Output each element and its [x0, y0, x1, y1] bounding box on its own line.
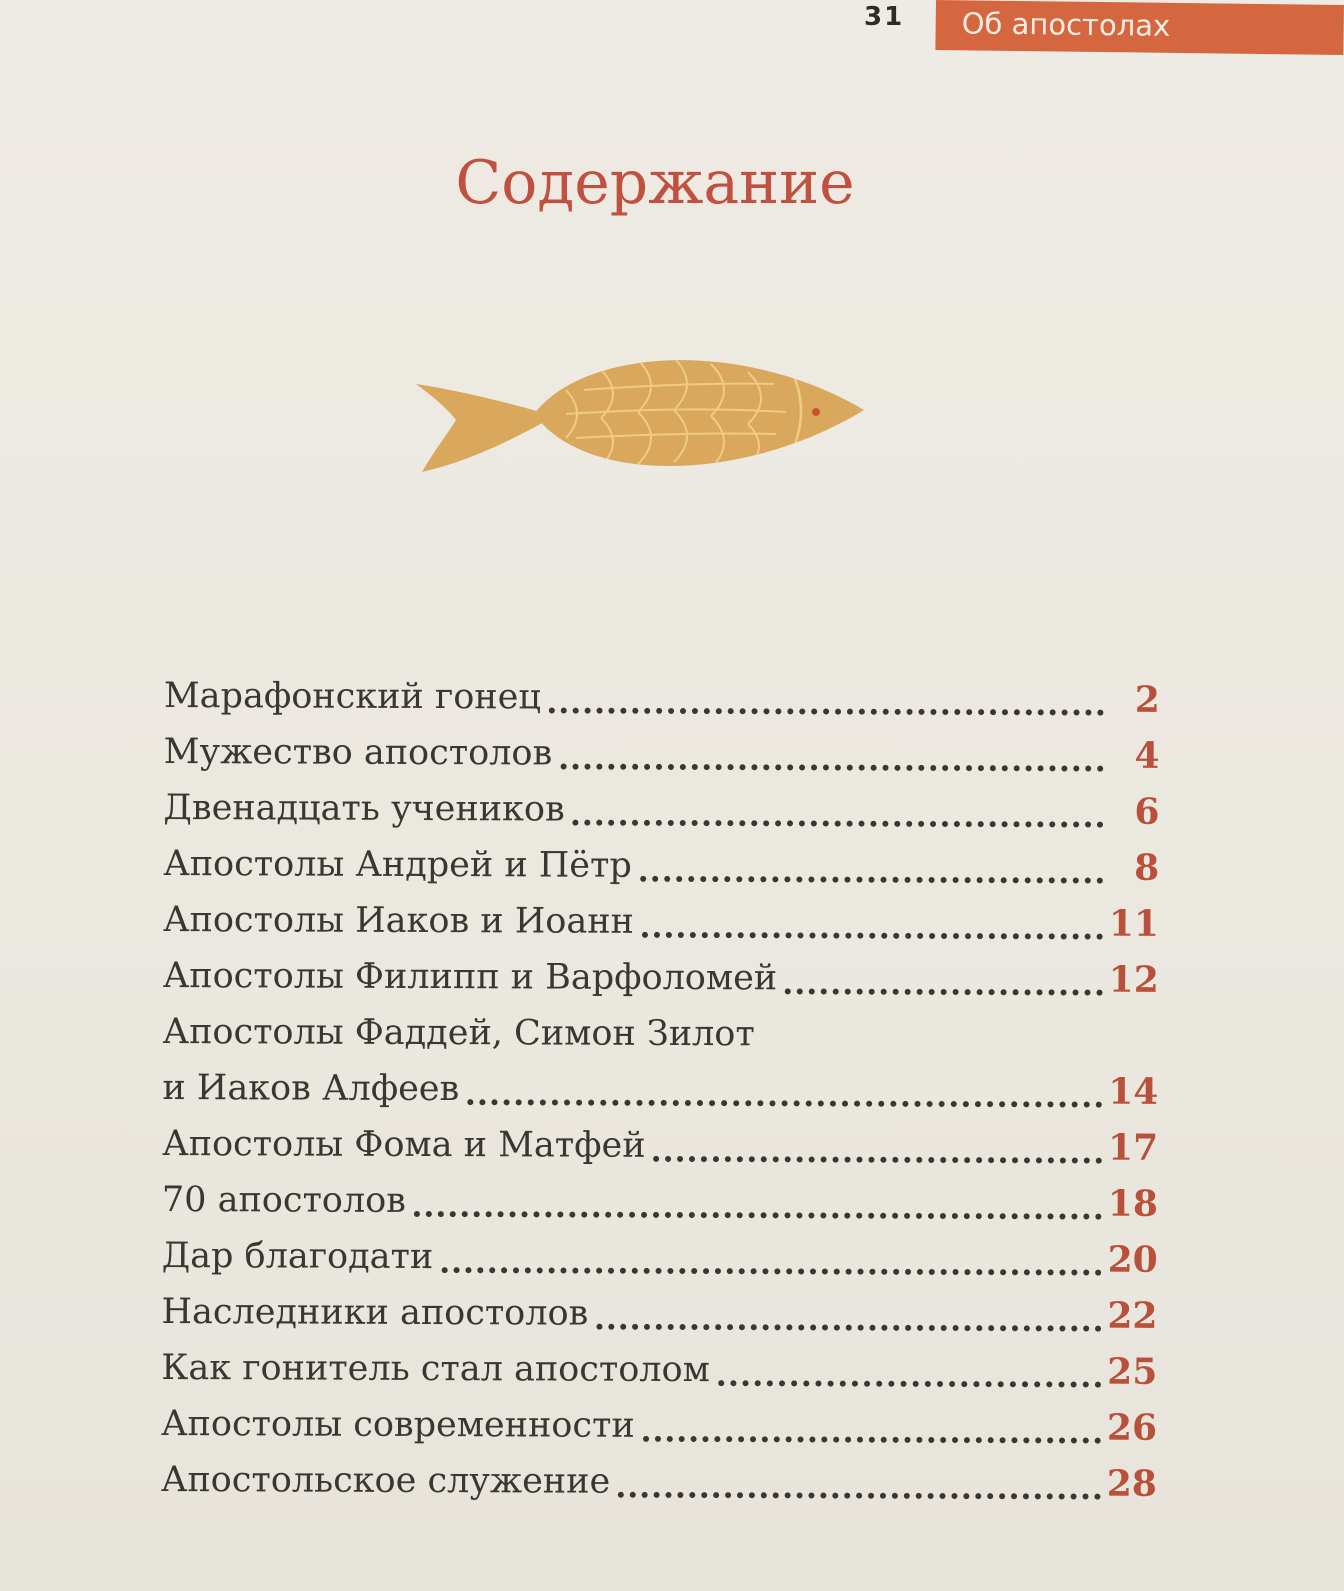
fish-icon — [416, 350, 876, 500]
dot-leader — [640, 876, 1103, 884]
page-title: Содержание — [455, 148, 855, 218]
dot-leader — [718, 1380, 1101, 1387]
toc-entry-title: Марафонский гонец — [163, 675, 541, 718]
toc-entry-title: Апостолы современности — [161, 1403, 635, 1446]
toc-entry[interactable] — [161, 1284, 1157, 1344]
toc-entry-title: Апостолы Фома и Матфей — [162, 1123, 646, 1166]
toc-entry-title: 70 апостолов — [161, 1179, 407, 1221]
toc-entry[interactable] — [162, 1116, 1158, 1176]
toc-entry[interactable] — [163, 780, 1159, 840]
fish-eye — [812, 408, 820, 416]
toc-entry[interactable] — [161, 1396, 1157, 1456]
toc-entry-page: 14 — [1108, 1070, 1159, 1113]
dot-leader — [618, 1492, 1101, 1500]
toc-entry-title: Дар благодати — [161, 1235, 434, 1278]
section-title: Об апостолах — [961, 6, 1171, 43]
toc-entry-page: 4 — [1134, 734, 1160, 777]
toc-entry-page: 6 — [1134, 790, 1160, 833]
dot-leader — [642, 932, 1103, 940]
toc-entry-page: 8 — [1134, 846, 1160, 889]
dot-leader — [785, 988, 1103, 995]
toc-entry-title: Двенадцать учеников — [163, 787, 565, 830]
toc-entry-title: Апостольское служение — [160, 1459, 611, 1502]
toc-entry-multiline[interactable] — [162, 1004, 1158, 1120]
dot-leader — [549, 707, 1104, 715]
toc-entry-page: 26 — [1106, 1406, 1158, 1449]
toc-entry-title: и Иаков Алфеев — [162, 1067, 460, 1110]
toc-entry-title: Наследники апостолов — [161, 1291, 589, 1334]
toc-entry-page: 28 — [1106, 1462, 1157, 1505]
dot-leader — [560, 764, 1103, 772]
toc-entry[interactable] — [163, 892, 1159, 952]
dot-leader — [467, 1099, 1102, 1107]
dot-leader — [596, 1324, 1101, 1332]
toc-entry-page: 18 — [1107, 1182, 1159, 1225]
toc-entry-title: Мужество апостолов — [163, 731, 553, 774]
toc-entry-title: Апостолы Андрей и Пётр — [163, 843, 632, 886]
toc-entry-title: Апостолы Иаков и Иоанн — [162, 899, 635, 942]
toc-entry-page: 17 — [1107, 1126, 1159, 1169]
toc-entry[interactable] — [163, 836, 1159, 896]
dot-leader — [441, 1267, 1101, 1276]
toc-entry-page: 20 — [1107, 1238, 1158, 1281]
toc-entry-page: 2 — [1134, 678, 1160, 721]
toc-entry-page: 22 — [1107, 1294, 1158, 1337]
toc-entry-page: 12 — [1108, 958, 1159, 1001]
dot-leader — [573, 820, 1104, 828]
dot-leader — [414, 1211, 1102, 1220]
fish-tail — [416, 384, 544, 472]
section-header-band — [935, 0, 1344, 55]
dot-leader — [643, 1436, 1101, 1444]
toc-entry-title: Апостолы Филипп и Варфоломей — [162, 955, 778, 999]
toc-entry[interactable] — [161, 1452, 1157, 1512]
toc-entry-page: 11 — [1108, 902, 1160, 945]
toc-entry[interactable] — [162, 1228, 1158, 1288]
page-number: 31 — [864, 2, 905, 32]
toc-entry[interactable] — [161, 1340, 1157, 1400]
toc-entry-title: Как гонитель стал апостолом — [161, 1347, 710, 1391]
toc-entry-title-line1: Апостолы Фаддей, Симон Зилот — [162, 1011, 755, 1055]
toc-entry[interactable] — [164, 724, 1160, 784]
toc-entry[interactable] — [162, 1172, 1158, 1232]
toc-entry[interactable] — [163, 948, 1159, 1008]
dot-leader — [654, 1156, 1103, 1164]
toc-entry-page: 25 — [1107, 1350, 1158, 1393]
table-of-contents — [161, 668, 1160, 1512]
toc-entry[interactable] — [164, 668, 1160, 728]
